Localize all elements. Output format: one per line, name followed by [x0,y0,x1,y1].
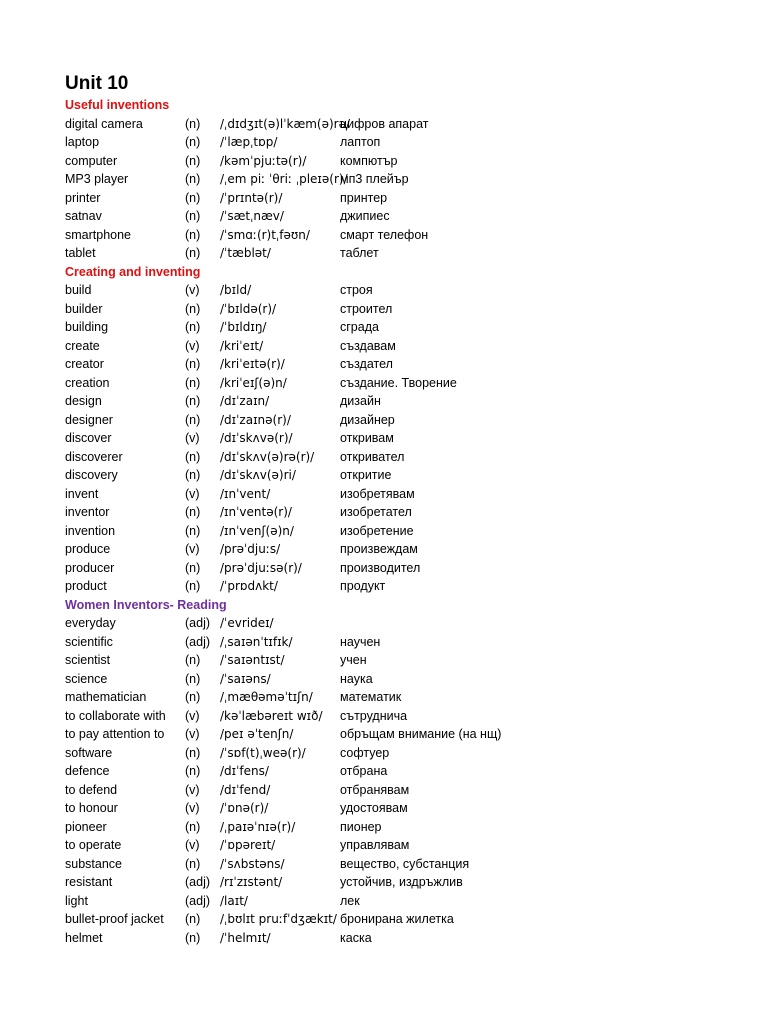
vocab-row [65,485,745,504]
vocab-part-of-speech: (adj) [185,616,211,630]
vocab-pronunciation: /ˈevrideɪ/ [220,616,274,630]
vocab-translation: лек [340,893,360,908]
vocab-part-of-speech: (n) [185,301,201,316]
vocab-pronunciation: /dɪˈskʌvə(r)/ [220,431,293,445]
vocab-pronunciation: /ˈsaɪəntɪst/ [220,653,285,667]
vocab-pronunciation: /ˌmæθəməˈtɪʃn/ [220,690,313,704]
vocab-pronunciation: /ˈbɪldɪŋ/ [220,320,267,334]
vocab-translation: произвеждам [340,542,418,556]
vocab-pronunciation: /dɪˈzaɪnə(r)/ [220,412,291,427]
vocab-word: printer [65,190,101,205]
vocab-translation: устойчив, издръжлив [340,875,463,889]
vocab-pronunciation: /ˈbɪldə(r)/ [220,301,277,316]
vocab-part-of-speech: (v) [185,727,200,741]
vocab-row [65,614,745,633]
vocab-pronunciation: /ˈprɪntə(r)/ [220,190,283,205]
vocab-part-of-speech: (n) [185,690,201,704]
vocab-part-of-speech: (v) [185,542,200,556]
vocab-word: build [65,283,92,297]
vocab-row [65,355,745,374]
vocab-row [65,559,745,578]
vocab-translation: цифров апарат [340,116,429,131]
vocab-word: bullet-proof jacket [65,912,164,926]
vocab-pronunciation: /kəmˈpjuːtə(r)/ [220,153,307,168]
vocab-part-of-speech: (n) [185,745,201,760]
section-heading: Women Inventors- Reading [65,597,227,612]
vocab-word: produce [65,542,111,556]
vocab-translation: лаптоп [340,135,381,149]
vocab-pronunciation: /prəˈdjuːsə(r)/ [220,560,302,575]
vocab-pronunciation: /ˈsætˌnæv/ [220,209,284,223]
vocab-part-of-speech: (v) [185,838,200,852]
vocab-translation: принтер [340,190,388,205]
vocab-word: invent [65,486,99,501]
section-heading: Creating and inventing [65,264,201,279]
vocab-word: create [65,338,100,353]
vocab-translation: математик [340,690,402,704]
vocab-pronunciation: /ˈsmɑː(r)tˌfəʊn/ [220,227,310,242]
vocab-part-of-speech: (n) [185,320,201,334]
vocab-row [65,429,745,448]
vocab-part-of-speech: (v) [185,782,200,797]
vocab-pronunciation: /ˈlæpˌtɒp/ [220,135,278,149]
vocab-part-of-speech: (n) [185,153,201,168]
vocab-word: helmet [65,930,103,945]
vocab-row [65,318,745,337]
vocab-word: mathematician [65,690,147,704]
section-heading: Useful inventions [65,98,170,112]
vocab-translation: изобретявам [340,486,415,501]
vocab-translation: наука [340,671,373,686]
vocab-translation: продукт [340,579,386,593]
vocab-part-of-speech: (n) [185,357,201,371]
vocab-part-of-speech: (adj) [185,875,211,889]
vocab-row [65,818,745,837]
vocab-row [65,910,745,929]
vocab-translation: компютър [340,153,398,168]
vocab-word: discovery [65,468,118,482]
vocab-word: design [65,394,102,408]
vocab-pronunciation: /ˌsaɪənˈtɪfɪk/ [220,634,293,649]
vocab-row [65,540,745,559]
vocab-pronunciation: /ˈhelmɪt/ [220,930,271,945]
vocab-part-of-speech: (n) [185,135,201,149]
vocab-word: computer [65,153,118,168]
vocab-word: MP3 player [65,172,129,186]
vocab-row [65,411,745,430]
vocab-word: designer [65,412,113,427]
vocab-pronunciation: /dɪˈzaɪn/ [220,394,270,408]
vocab-translation: джипиес [340,209,390,223]
vocab-row [65,189,745,208]
vocab-row [65,707,745,726]
vocab-part-of-speech: (n) [185,930,201,945]
vocab-part-of-speech: (n) [185,394,201,408]
vocab-word: producer [65,560,115,575]
vocab-word: software [65,745,113,760]
vocab-word: light [65,893,88,908]
vocab-pronunciation: /ˈɒpəreɪt/ [220,838,276,852]
vocab-row [65,633,745,652]
vocab-part-of-speech: (n) [185,505,201,519]
vocab-pronunciation: /ˈsaɪəns/ [220,671,271,686]
vocab-part-of-speech: (n) [185,560,201,575]
vocab-pronunciation: /peɪ əˈtenʃn/ [220,727,294,741]
vocab-pronunciation: /ˌdɪdʒɪt(ə)lˈkæm(ə)rə/ [220,116,351,131]
vocab-pronunciation: /ˈɒnə(r)/ [220,801,269,815]
vocab-part-of-speech: (adj) [185,634,211,649]
vocab-translation: отбрана [340,764,388,778]
vocab-translation: строител [340,301,393,316]
vocab-row [65,522,745,541]
vocab-translation: изобретател [340,505,412,519]
vocab-pronunciation: /laɪt/ [220,893,248,908]
vocab-translation: откривател [340,449,405,464]
vocab-pronunciation: /ɪnˈventə(r)/ [220,505,292,519]
vocab-row [65,836,745,855]
vocab-part-of-speech: (n) [185,468,201,482]
vocab-translation: създател [340,357,393,371]
vocab-part-of-speech: (n) [185,523,201,538]
vocab-row [65,577,745,596]
vocab-translation: дизайнер [340,412,395,427]
page-title: Unit 10 [65,73,129,94]
vocab-pronunciation: /kriˈeɪʃ(ə)n/ [220,375,287,390]
vocabulary-document [65,73,745,947]
vocab-part-of-speech: (adj) [185,893,211,908]
vocab-word: discoverer [65,449,123,464]
vocab-word: product [65,579,107,593]
vocab-part-of-speech: (n) [185,764,201,778]
vocab-word: pioneer [65,819,107,834]
vocab-pronunciation: /dɪˈskʌv(ə)rə(r)/ [220,449,315,464]
vocab-pronunciation: /ɪnˈvenʃ(ə)n/ [220,523,294,538]
vocab-translation: изобретение [340,523,414,538]
vocab-translation: създание. Творение [340,375,457,390]
vocab-pronunciation: /ɪnˈvent/ [220,486,271,501]
vocab-part-of-speech: (v) [185,283,200,297]
vocab-word: to honour [65,801,118,815]
vocab-row [65,374,745,393]
vocab-word: science [65,671,108,686]
vocab-word: inventor [65,505,110,519]
vocab-part-of-speech: (n) [185,116,201,131]
vocab-part-of-speech: (n) [185,227,201,242]
vocab-part-of-speech: (v) [185,708,200,723]
vocab-translation: управлявам [340,838,410,852]
vocab-part-of-speech: (n) [185,375,201,390]
vocab-row [65,781,745,800]
vocab-pronunciation: /rɪˈzɪstənt/ [220,875,283,889]
vocab-part-of-speech: (v) [185,431,200,445]
vocab-row [65,226,745,245]
vocab-pronunciation: /ˈtæblət/ [220,246,271,260]
vocab-word: building [65,320,109,334]
vocab-part-of-speech: (n) [185,172,201,186]
vocab-word: creator [65,357,104,371]
vocab-translation: научен [340,634,381,649]
vocab-part-of-speech: (v) [185,801,200,815]
vocab-row [65,152,745,171]
vocab-translation: откривам [340,431,394,445]
vocab-word: to pay attention to [65,727,165,741]
vocab-word: defence [65,764,110,778]
vocab-pronunciation: /bɪld/ [220,283,252,297]
vocab-translation: учен [340,653,367,667]
vocab-part-of-speech: (n) [185,190,201,205]
vocab-word: discover [65,431,112,445]
vocab-translation: сътруднича [340,708,408,723]
vocab-row [65,892,745,911]
vocab-part-of-speech: (n) [185,209,201,223]
vocab-row [65,337,745,356]
vocab-row [65,725,745,744]
vocab-word: tablet [65,246,96,260]
vocab-row [65,873,745,892]
vocab-row [65,688,745,707]
vocab-row [65,170,745,189]
vocab-translation: създавам [340,338,396,353]
vocab-word: digital camera [65,116,143,131]
vocab-word: to operate [65,838,122,852]
vocab-translation: дизайн [340,394,381,408]
vocab-word: scientist [65,653,111,667]
vocab-pronunciation: /ˈprɒdʌkt/ [220,579,278,593]
vocab-row [65,929,745,948]
vocab-word: smartphone [65,227,132,242]
vocab-word: resistant [65,875,113,889]
vocab-word: satnav [65,209,102,223]
vocab-translation: сграда [340,320,379,334]
vocab-part-of-speech: (n) [185,449,201,464]
vocab-translation: откритие [340,468,392,482]
vocab-translation: производител [340,560,421,575]
vocab-pronunciation: /kriˈeɪtə(r)/ [220,357,285,371]
vocab-row [65,799,745,818]
vocab-translation: обръщам внимание (на нщ) [340,727,502,741]
vocab-part-of-speech: (n) [185,579,201,593]
vocab-part-of-speech: (n) [185,412,201,427]
vocab-translation: отбранявам [340,782,410,797]
vocab-row [65,281,745,300]
vocab-row [65,855,745,874]
vocab-word: everyday [65,616,116,630]
vocab-part-of-speech: (n) [185,856,201,871]
vocab-translation: таблет [340,246,379,260]
vocab-row [65,762,745,781]
vocab-row [65,207,745,226]
vocab-pronunciation: /prəˈdjuːs/ [220,542,281,556]
vocab-pronunciation: /dɪˈfens/ [220,764,269,778]
vocab-pronunciation: /kəˈlæbəreɪt wɪð/ [220,708,323,723]
vocab-pronunciation: /ˈsʌbstəns/ [220,856,285,871]
vocab-translation: каска [340,930,372,945]
vocab-translation: удостоявам [340,801,408,815]
vocab-translation: вещество, субстанция [340,856,470,871]
vocab-row [65,392,745,411]
vocab-word: laptop [65,135,100,149]
vocab-row [65,244,745,263]
vocab-part-of-speech: (v) [185,486,200,501]
vocab-translation: пионер [340,819,382,834]
vocab-translation: бронирана жилетка [340,912,454,926]
vocab-part-of-speech: (n) [185,819,201,834]
vocab-row [65,670,745,689]
vocab-word: invention [65,523,116,538]
vocab-translation: софтуер [340,745,390,760]
vocab-row [65,651,745,670]
vocab-row [65,503,745,522]
vocab-word: scientific [65,634,113,649]
vocab-translation: смарт телефон [340,227,429,242]
vocab-pronunciation: /dɪˈskʌv(ə)ri/ [220,468,296,482]
vocabulary-sections [65,96,745,947]
vocab-pronunciation: /ˌem piː ˈθriː ˌpleɪə(r)/ [220,172,348,186]
vocab-part-of-speech: (n) [185,246,201,260]
vocab-translation: мп3 плейър [340,172,409,186]
vocab-part-of-speech: (n) [185,671,201,686]
vocab-pronunciation: /ˌpaɪəˈnɪə(r)/ [220,819,296,834]
vocab-row [65,448,745,467]
vocab-word: builder [65,301,103,316]
vocab-pronunciation: /ˌbʊlɪt pruːfˈdʒækɪt/ [220,912,337,926]
vocab-word: to defend [65,782,118,797]
vocab-pronunciation: /dɪˈfend/ [220,782,271,797]
vocab-row [65,300,745,319]
vocab-word: substance [65,856,122,871]
vocab-word: to collaborate with [65,708,166,723]
vocab-part-of-speech: (v) [185,338,200,353]
vocab-pronunciation: /kriˈeɪt/ [220,338,264,353]
vocab-pronunciation: /ˈsɒf(t)ˌweə(r)/ [220,745,306,760]
vocab-row [65,744,745,763]
vocab-row [65,466,745,485]
vocab-part-of-speech: (n) [185,653,201,667]
vocab-word: creation [65,375,110,390]
vocab-part-of-speech: (n) [185,912,201,926]
vocab-row [65,115,745,134]
vocab-translation: строя [340,283,373,297]
vocab-row [65,133,745,152]
